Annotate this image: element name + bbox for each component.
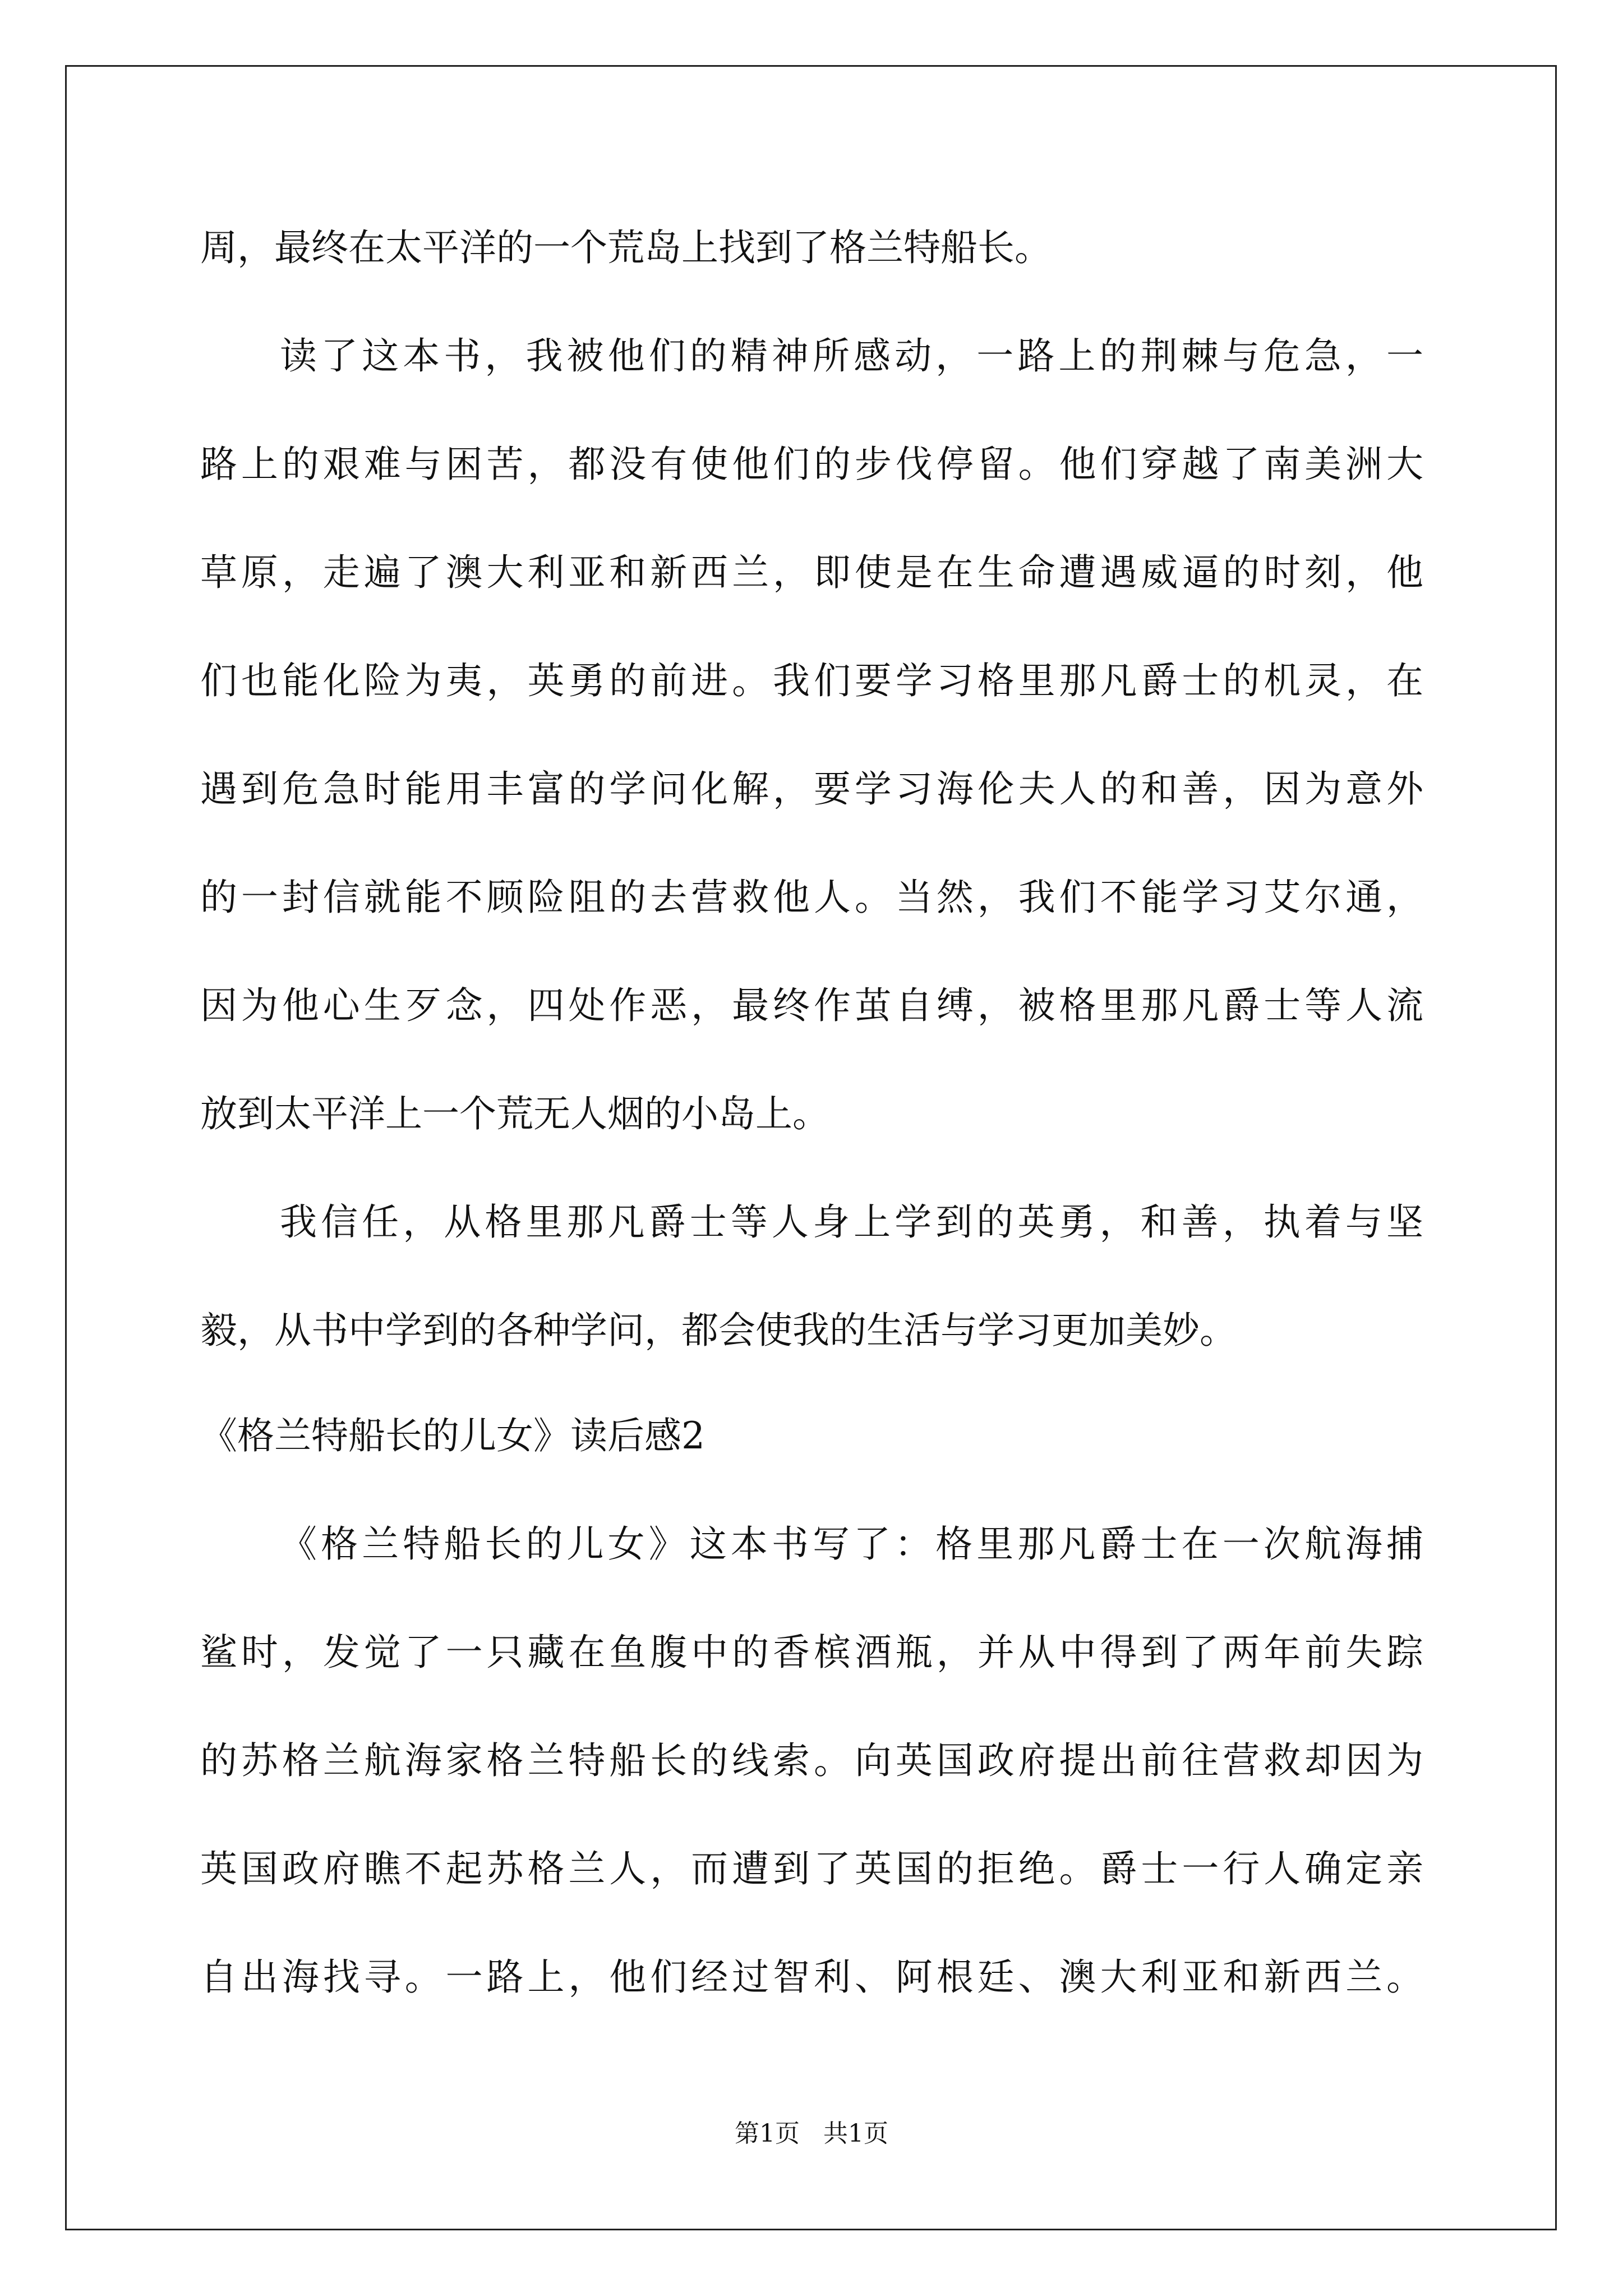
body-line: 遇到危急时能用丰富的学问化解，要学习海伦夫人的和善，因为意外 [200,767,1423,811]
body-line: 毅，从书中学到的各种学问，都会使我的生活与学习更加美妙。 [200,1309,1237,1352]
paragraph-start-line: 读了这本书，我被他们的精神所感动，一路上的荆棘与危急，一 [280,334,1423,378]
body-line: 路上的艰难与困苦，都没有使他们的步伐停留。他们穿越了南美洲大 [200,443,1423,486]
paragraph-start-line: 我信任，从格里那凡爵士等人身上学到的英勇，和善，执着与坚 [280,1200,1423,1244]
body-line: 的一封信就能不顾险阻的去营救他人。当然，我们不能学习艾尔通， [200,876,1423,919]
paragraph-start-line: 《格兰特船长的儿女》这本书写了：格里那凡爵士在一次航海捕 [280,1522,1423,1566]
body-line: 的苏格兰航海家格兰特船长的线索。向英国政府提出前往营救却因为 [200,1739,1423,1782]
body-line: 们也能化险为夷，英勇的前进。我们要学习格里那凡爵士的机灵，在 [200,659,1423,702]
body-line: 自出海找寻。一路上，他们经过智利、阿根廷、澳大利亚和新西兰。 [200,1955,1423,1999]
page-border [65,65,1557,2230]
body-line: 鲨时，发觉了一只藏在鱼腹中的香槟酒瓶，并从中得到了两年前失踪 [200,1631,1423,1674]
body-line: 放到太平洋上一个荒无人烟的小岛上。 [200,1092,829,1135]
body-line: 因为他心生歹念，四处作恶，最终作茧自缚，被格里那凡爵士等人流 [200,984,1423,1027]
page-footer: 第1页 共1页 [735,2119,888,2148]
body-line: 草原，走遍了澳大利亚和新西兰，即使是在生命遭遇威逼的时刻，他 [200,551,1423,594]
body-line: 英国政府瞧不起苏格兰人，而遭到了英国的拒绝。爵士一行人确定亲 [200,1847,1423,1890]
body-line: 周，最终在太平洋的一个荒岛上找到了格兰特船长。 [200,226,1052,269]
section-heading: 《格兰特船长的儿女》读后感2 [200,1414,705,1457]
